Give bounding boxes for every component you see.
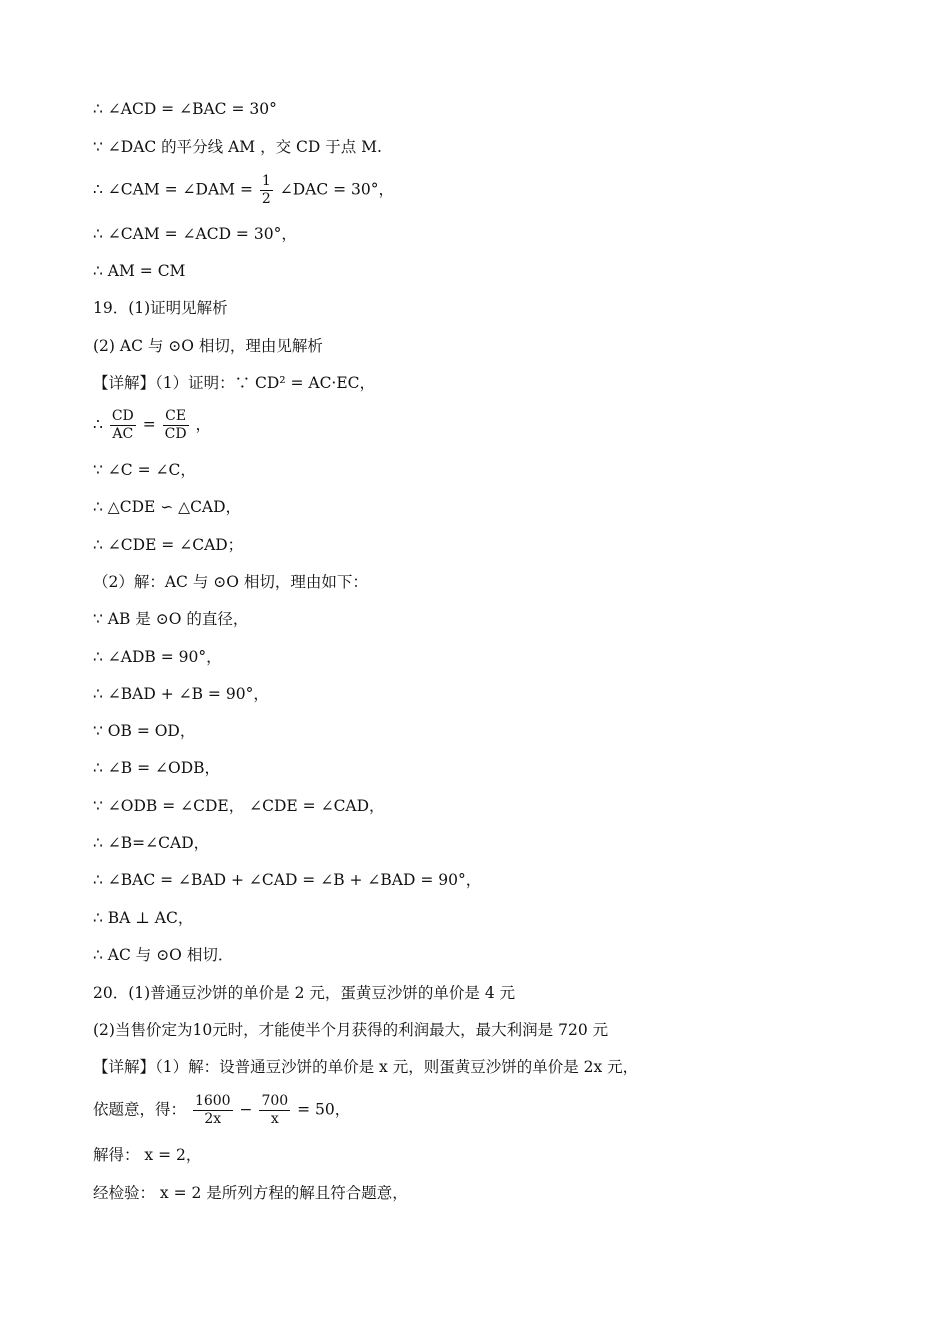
text-line: ∴ ∠ADB = 90°， [93,648,222,666]
text-line: ∴ ∠BAD + ∠B = 90°， [93,685,269,703]
text-line: ∴ △CDE ∽ △CAD， [93,498,242,516]
text-line: （2）解：AC 与 ⊙O 相切，理由如下： [93,573,368,591]
fraction-numerator: CE [163,408,189,426]
text-line: 经检验： x = 2 是所列方程的解且符合题意， [93,1184,408,1202]
fraction-denominator: 2x [204,1111,222,1127]
text-line: ∴ ∠CAM = ∠ACD = 30°， [93,225,297,243]
expr-text: ∠DAC = 30°， [279,180,395,199]
text-line: (2) AC 与 ⊙O 相切，理由见解析 [93,337,323,355]
fraction [193,1093,233,1128]
answer-heading: 19．(1)证明见解析 [93,299,228,317]
expr-text: = 50， [297,1100,351,1119]
text-line: ∵ ∠C = ∠C， [93,461,196,479]
equation-line [93,408,211,443]
fraction [260,173,273,208]
expr-text: ∴ [93,415,103,434]
text-line: ∴ ∠B = ∠ODB， [93,759,221,777]
fraction-numerator: 1600 [194,1093,231,1109]
expr-text: − [239,1100,253,1119]
text-line: ∵ OB = OD， [93,722,196,740]
expr-text: 依题意，得： [93,1100,187,1119]
equation-line [93,173,394,208]
fraction-numerator: 1 [261,173,271,189]
expr-text: ， [195,415,212,434]
text-line: 【详解】（1）解：设普通豆沙饼的单价是 x 元，则蛋黄豆沙饼的单价是 2x 元， [93,1058,639,1076]
fraction [259,1093,290,1128]
fraction-numerator: CD [111,408,134,424]
text-line: ∴ ∠ACD = ∠BAC = 30° [93,100,277,118]
fraction-denominator: CD [164,426,187,442]
text-line: ∴ ∠CDE = ∠CAD； [93,536,244,554]
text-line: 解得： x = 2， [93,1146,202,1164]
equation-line [93,1093,350,1128]
expr-text: ∴ ∠CAM = ∠DAM = [93,180,253,199]
text-line: ∴ ∠BAC = ∠BAD + ∠CAD = ∠B + ∠BAD = 90°， [93,871,482,889]
fraction-denominator: x [270,1111,279,1127]
text-line: ∴ ∠B=∠CAD， [93,834,210,852]
text-line: ∴ BA ⊥ AC， [93,909,194,927]
text-line: ∵ ∠ODB = ∠CDE， ∠CDE = ∠CAD， [93,797,385,815]
text-line: ∴ AM = CM [93,262,186,280]
answer-heading: 20．(1)普通豆沙饼的单价是 2 元，蛋黄豆沙饼的单价是 4 元 [93,984,516,1002]
fraction-denominator: 2 [261,191,271,207]
text-line: ∵ ∠DAC 的平分线 AM ，交 CD 于点 M. [93,138,382,156]
fraction [163,408,189,443]
fraction-numerator: 700 [261,1093,289,1109]
text-line: (2)当售价定为10元时，才能使半个月获得的利润最大，最大利润是 720 元 [93,1021,609,1039]
text-line: ∵ AB 是 ⊙O 的直径， [93,610,249,628]
text-line: 【详解】（1）证明：∵ CD² = AC·EC， [93,374,376,392]
fraction-denominator: AC [112,426,134,442]
text-line: ∴ AC 与 ⊙O 相切． [93,946,234,964]
expr-text: = [142,415,156,434]
fraction [110,408,136,443]
